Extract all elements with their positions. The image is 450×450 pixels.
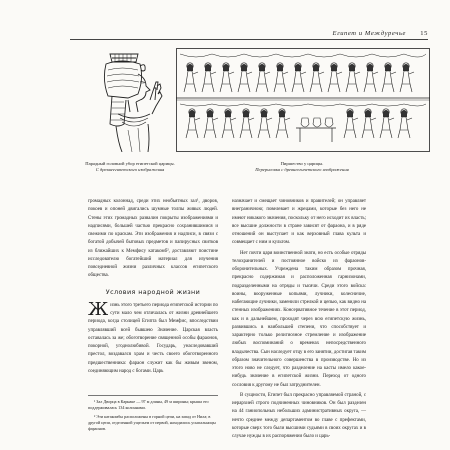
left-text-column (88, 198, 218, 378)
header-rule (70, 39, 428, 40)
footnote-2: ² Эти катакомбы расположены в горной цепи, на запад от Нила; в другой цепи, отделенной ущельем от первой, находились усыпальницы фараонов. (88, 414, 216, 431)
left-paragraph-2 (88, 298, 218, 376)
left-caption-source: С древнеегипетского изображения (95, 167, 165, 172)
right-caption-title: Пиршество у царицы. (280, 161, 324, 166)
right-paragraph-3: В сущности, Египет был прекрасно управляемой страной, с иерархией строго подчиненных чиновников. Он был разделен на 44 ганиопольных небольших административных округа, — нечто среднее между департаментом во главе с префектами, которые сверх того были высшими судьями в своих округах и в случае нужды в их распоряжении было и царь- (232, 392, 366, 439)
right-paragraph-2: Нет почти царя воинственной знати, но есть особые отряды телохранителей и постоянное войско из фараонов-оборонительных. Учреждена таким образом прочная, прекрасно содержимая и расположенная гарнизонами, подразделенными на отряды и тысячи. Среди этого войска: воины, вооруженные копьями, лучники, колесничие, набегающие лучники, заменили стрелкой и цепью, как видно на стенных изображениях. Консервативное течение в этот период, как и в дальнейшем, проходят через всю египетскую жизнь, развившись в наибольшей степени, что способствует и характерно только религиозное стремление и изображение любых воспоминаний о временах непосредственного владычества. Сын наследует отцу в его занятии, достигая таким образом значительного совершенства в производстве. Но из этого ново не следует, что разделение на касты имело какое-нибудь значение в египетской жизни. Переход от одного сословия к другому не был затруднителен. (232, 250, 366, 388)
right-caption-source: Перерисовка с древнеегипетского изображения (255, 167, 349, 172)
banquet-scene-illustration (176, 48, 430, 152)
running-head-title: Египет и Междуречье (332, 30, 406, 37)
footnote-1: ¹ Зал Дворца в Карнаке — 97 м длины, 49 м ширины; крыша его поддерживалась 134 колоннами. (88, 399, 209, 410)
queen-headdress-illustration (88, 48, 170, 152)
left-figure-caption (76, 161, 184, 173)
left-caption-title: Парадный головной убор египетской царицы. (85, 161, 175, 166)
drop-cap: Ж (88, 298, 109, 320)
footnotes (88, 395, 218, 435)
left-paragraph-2-text: изнь этого третьего периода египетской истории по сути мало чем отличалась от жизни древнейшего периода, когда столицей Египта был Мемфис, впоследствии управлявший всей бывшею Значение. Царская власть оставалась за же; обоготворение священной особы фараонов, покорной, угоднолюбивой. Государь, унаследовавший престол, воздавался храм и честь своего обоготворенного предшественника: фараон служит как бы живым звеном, соединяющим народ с богами. Царь (88, 302, 218, 374)
section-title: Условия народной жизни (105, 287, 201, 296)
right-text-column (232, 198, 366, 443)
left-paragraph-1: громадных колоннад, среди этих необъятных зал¹, дворов, покоев и опоней двигались шумные толпы живых людей. Стены этих громадных развалин покрыты изображениями и надписями, большей частью прекрасно сохранившимися и свежими по краскам. Эти изображения и надписи, в связи с богатой добычей бытовых предметов и папирусных свитков из ближайших к Мемфису катакомб², доставляют поистине исследователю богатейший материал для изучения повседневной жизни различных классов египетского общества. (88, 199, 218, 279)
right-paragraph-1: назначает и смещает чиновников и правителей; он управляет внеграничною; повелевает и жрецами, которые без него не имеют никакого значения, поскольку от него исходит их власть; все высшие должности в стране зависят от фараона, и в ряде отношений он выступает и как верховный глава культа и совмещает с ним и культом. (232, 199, 366, 246)
right-figure-caption (220, 161, 384, 173)
page-number: 15 (420, 30, 428, 37)
